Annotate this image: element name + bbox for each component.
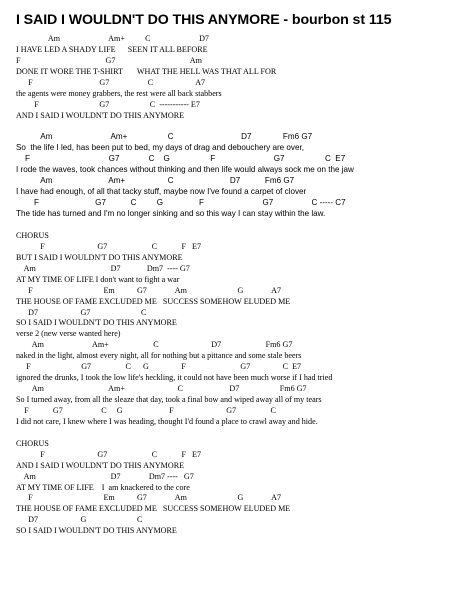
lyric-line: AND I SAID I WOULDN'T DO THIS ANYMORE bbox=[16, 460, 185, 470]
song-title: I SAID I WOULDN'T DO THIS ANYMORE - bourbon st 115 bbox=[16, 12, 392, 28]
lyric-line: CHORUS bbox=[16, 438, 49, 448]
lyric-line: CHORUS bbox=[16, 230, 49, 240]
lyric-line: F G7 C G F G7 C ----- C7 bbox=[16, 198, 346, 208]
lyric-line: I have had enough, of all that tacky stuff, maybe now I've found a carpet of clover bbox=[16, 187, 307, 197]
lyric-line: SO I SAID I WOULDN'T DO THIS ANYMORE bbox=[16, 526, 177, 536]
lyric-line: THE HOUSE OF FAME EXCLUDED ME SUCCESS SOMEHOW ELUDED ME bbox=[16, 504, 291, 514]
lyric-line: F G7 Am bbox=[16, 55, 202, 65]
lyric-line: F Em G7 Am G A7 bbox=[16, 493, 282, 503]
lyric-line: F G7 C G F G7 C E7 bbox=[16, 362, 302, 372]
lyric-line: The tide has turned and I'm no longer sinking and so this way I can stay within the law. bbox=[16, 209, 326, 219]
lyric-line: BUT I SAID I WOULDN'T DO THIS ANYMORE bbox=[16, 252, 183, 262]
lyric-line: I HAVE LED A SHADY LIFE SEEN IT ALL BEFORE bbox=[16, 44, 208, 54]
lyric-line: I did not care, I knew where I was heading, thought I'd found a place to crawl away and hide. bbox=[16, 416, 318, 426]
lyric-line: Am D7 Dm7 ---- G7 bbox=[16, 263, 190, 273]
lyric-line: SO I SAID I WOULDN'T DO THIS ANYMORE bbox=[16, 318, 177, 328]
lyric-line: So the life I led, has been put to bed, my days of drag and debouchery are over, bbox=[16, 143, 304, 153]
lyric-line: D7 G C bbox=[16, 515, 143, 525]
lyric-line: verse 2 (new verse wanted here) bbox=[16, 329, 121, 339]
lyric-line: F Em G7 Am G A7 bbox=[16, 285, 282, 295]
lyric-line: I rode the waves, took chances without thinking and then life would always sock me on the jaw bbox=[16, 165, 354, 175]
lyric-line: AT MY TIME OF LIFE I don't want to fight a war bbox=[16, 274, 180, 284]
lyric-line: ignored the drunks, I took the low life's heckling, it could not have been much worse if I had tried bbox=[16, 373, 333, 383]
lyric-line: Am D7 Dm7 ---- G7 bbox=[16, 471, 194, 481]
lyric-line: F G7 C G F G7 C E7 bbox=[16, 154, 346, 164]
lyric-line: Am Am+ C D7 Fm6 G7 bbox=[16, 384, 307, 394]
lyric-line: AND I SAID I WOULDN'T DO THIS ANYMORE bbox=[16, 110, 185, 120]
lyric-line: Am Am+ C D7 bbox=[16, 34, 209, 43]
lyric-line: F G7 C ----------- E7 bbox=[16, 99, 200, 109]
lyric-line: F G7 C A7 bbox=[16, 77, 206, 87]
lyric-line: F G7 C G F G7 C bbox=[16, 405, 276, 415]
lyric-line: F G7 C F E7 bbox=[16, 449, 202, 459]
lyric-line: naked in the light, almost every night, all for nothing but a pittance and some stale beers bbox=[16, 351, 302, 361]
lyric-line: AT MY TIME OF LIFE I am knackered to the core bbox=[16, 482, 190, 492]
lyric-line: Am Am+ C D7 Fm6 G7 bbox=[16, 132, 313, 142]
lyric-line: Am Am+ C D7 Fm6 G7 bbox=[16, 340, 293, 350]
lyric-line: the agents were money grabbers, the rest were all back stabbers bbox=[16, 88, 222, 98]
lyric-line: DONE IT WORE THE T-SHIRT WHAT THE HELL WAS THAT ALL FOR bbox=[16, 66, 277, 76]
lyric-line: F G7 C F E7 bbox=[16, 241, 202, 251]
lyric-line: THE HOUSE OF FAME EXCLUDED ME SUCCESS SOMEHOW ELUDED ME bbox=[16, 296, 291, 306]
lyric-line: So I turned away, from all the sleaze that day, took a final bow and wiped away all of my tears bbox=[16, 395, 322, 405]
lyric-line: D7 G7 C bbox=[16, 307, 147, 317]
lyric-line: Am Am+ C D7 Fm6 G7 bbox=[16, 176, 295, 186]
